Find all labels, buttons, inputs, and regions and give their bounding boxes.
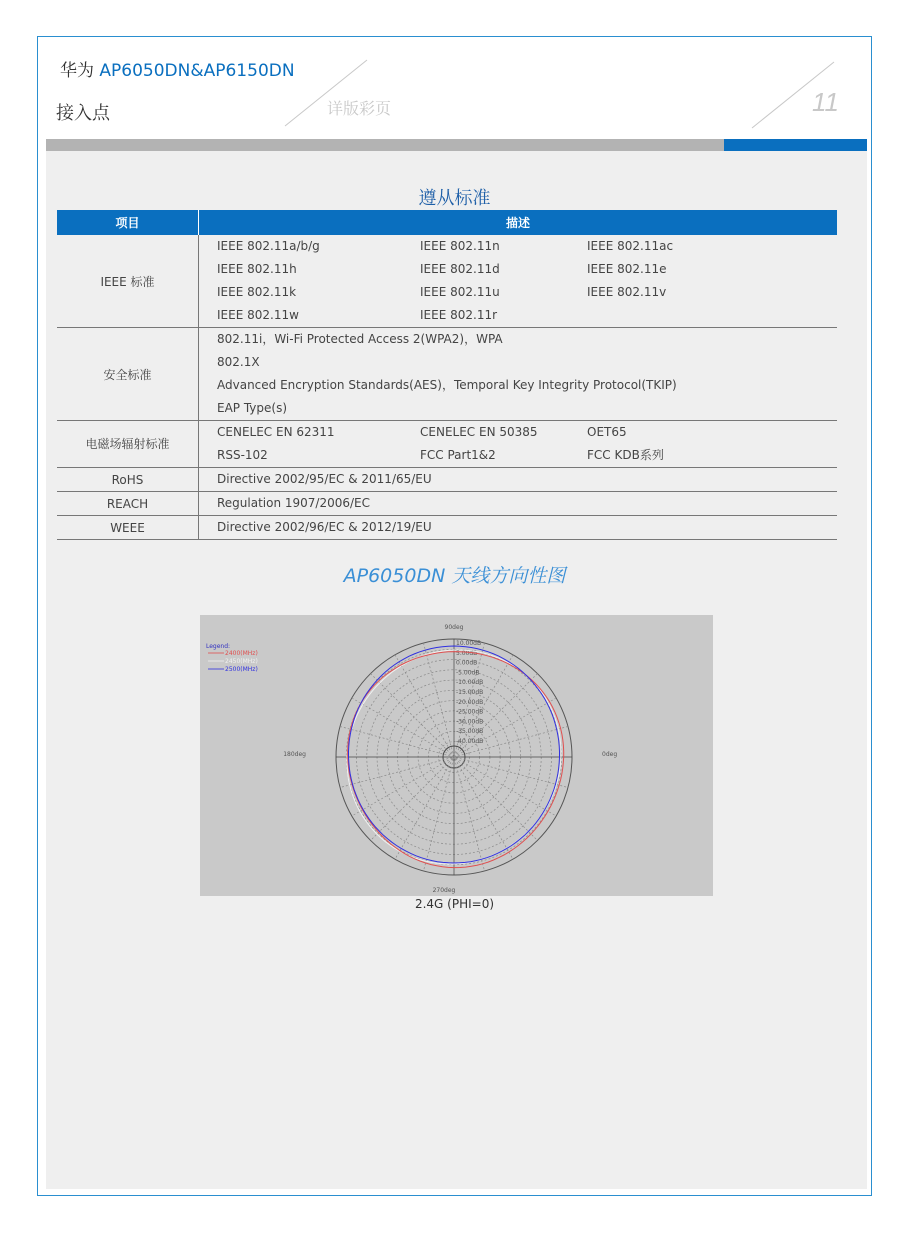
description-value: Directive 2002/95/EC & 2011/65/EU (217, 472, 432, 486)
description-line (217, 492, 837, 515)
compliance-table (57, 210, 837, 540)
ring-label: -35.00dB (456, 728, 484, 736)
col-header-desc: 描述 (199, 210, 838, 235)
brand-name: 华为 (60, 61, 94, 81)
description-line (217, 468, 837, 491)
description-value: IEEE 802.11v (587, 285, 667, 299)
description-value: IEEE 802.11h (217, 262, 297, 276)
row-item-label: RoHS (57, 468, 199, 492)
antenna-pattern-chart (200, 615, 713, 896)
row-description (199, 235, 838, 328)
angle-label-top: 90deg (444, 624, 464, 631)
description-value: IEEE 802.11ac (587, 239, 674, 253)
row-item-label: REACH (57, 492, 199, 516)
compliance-title: 遵从标准 (418, 188, 491, 209)
description-value: FCC KDB系列 (587, 448, 664, 462)
description-value: IEEE 802.11k (217, 285, 297, 299)
header-bar-blue (724, 139, 867, 151)
table-row (57, 468, 837, 492)
description-line (217, 281, 837, 304)
ring-label: 10.00dB (456, 640, 482, 647)
description-value: CENELEC EN 50385 (420, 425, 538, 439)
description-line (217, 374, 837, 397)
row-description (199, 516, 838, 540)
header-subtitle: 接入点 (56, 103, 110, 124)
description-value: 802.11i，Wi-Fi Protected Access 2(WPA2)，WPA (217, 332, 503, 346)
header-tag: 详版彩页 (327, 99, 392, 118)
description-line (217, 328, 837, 351)
page-number: 11 (812, 87, 839, 117)
legend-label: 2450(MHz) (225, 658, 258, 665)
row-item-label: WEEE (57, 516, 199, 540)
angle-label-right: 0deg (602, 751, 618, 758)
description-value: IEEE 802.11a/b/g (217, 239, 320, 253)
description-value: FCC Part1&2 (420, 448, 496, 462)
description-value: IEEE 802.11e (587, 262, 667, 276)
row-description (199, 492, 838, 516)
ring-label: -20.00dB (456, 698, 484, 706)
ring-label: -5.00dB (456, 669, 480, 677)
description-value: IEEE 802.11w (217, 308, 299, 322)
description-value: EAP Type(s) (217, 401, 288, 415)
description-value: IEEE 802.11r (420, 308, 498, 322)
description-value: Directive 2002/96/EC & 2012/19/EU (217, 520, 432, 534)
table-row (57, 516, 837, 540)
row-item-label: 电磁场辐射标准 (57, 421, 199, 468)
description-value: Regulation 1907/2006/EC (217, 496, 371, 510)
header-brand (60, 56, 295, 81)
ring-label: -40.00dB (456, 738, 484, 745)
description-value: CENELEC EN 62311 (217, 425, 335, 439)
angle-label-left: 180deg (283, 751, 306, 758)
product-model: AP6050DN&AP6150DN (99, 61, 295, 81)
chart-caption: 2.4G (PHI=0) (414, 897, 495, 911)
description-value: Advanced Encryption Standards(AES)，Temporal Key Integrity Protocol(TKIP) (217, 378, 677, 392)
row-description (199, 421, 838, 468)
ring-label: 5.00dB (456, 649, 478, 657)
row-item-label: 安全标准 (57, 328, 199, 421)
row-description (199, 328, 838, 421)
col-header-item: 项目 (57, 210, 199, 235)
row-item-label: IEEE 标准 (57, 235, 199, 328)
description-line (217, 258, 837, 281)
row-description (199, 468, 838, 492)
ring-label: 0.00dB (456, 659, 478, 667)
description-value: IEEE 802.11n (420, 239, 500, 253)
description-line (217, 235, 837, 258)
description-line (217, 397, 837, 420)
ring-label: -30.00dB (456, 718, 484, 726)
table-row (57, 421, 837, 468)
description-line (217, 516, 837, 539)
legend-title: Legend: (206, 643, 231, 650)
ring-label: -15.00dB (456, 689, 484, 696)
description-value: IEEE 802.11d (420, 262, 500, 276)
angle-label-bottom: 270deg (432, 887, 456, 894)
header-bar-gray (46, 139, 724, 151)
antenna-title: AP6050DN 天线方向性图 (343, 565, 566, 587)
description-line (217, 304, 837, 327)
table-row (57, 492, 837, 516)
ring-label: -25.00dB (456, 708, 484, 716)
legend-label: 2500(MHz) (225, 666, 258, 673)
chart-background (200, 615, 713, 896)
table-row (57, 328, 837, 421)
legend-label: 2400(MHz) (225, 650, 258, 657)
ring-label: -10.00dB (456, 679, 484, 687)
description-value: OET65 (587, 425, 627, 439)
description-line (217, 351, 837, 374)
description-value: RSS-102 (217, 448, 268, 462)
description-line (217, 444, 837, 467)
description-value: 802.1X (217, 355, 260, 369)
description-line (217, 421, 837, 444)
description-value: IEEE 802.11u (420, 285, 500, 299)
table-row (57, 235, 837, 328)
